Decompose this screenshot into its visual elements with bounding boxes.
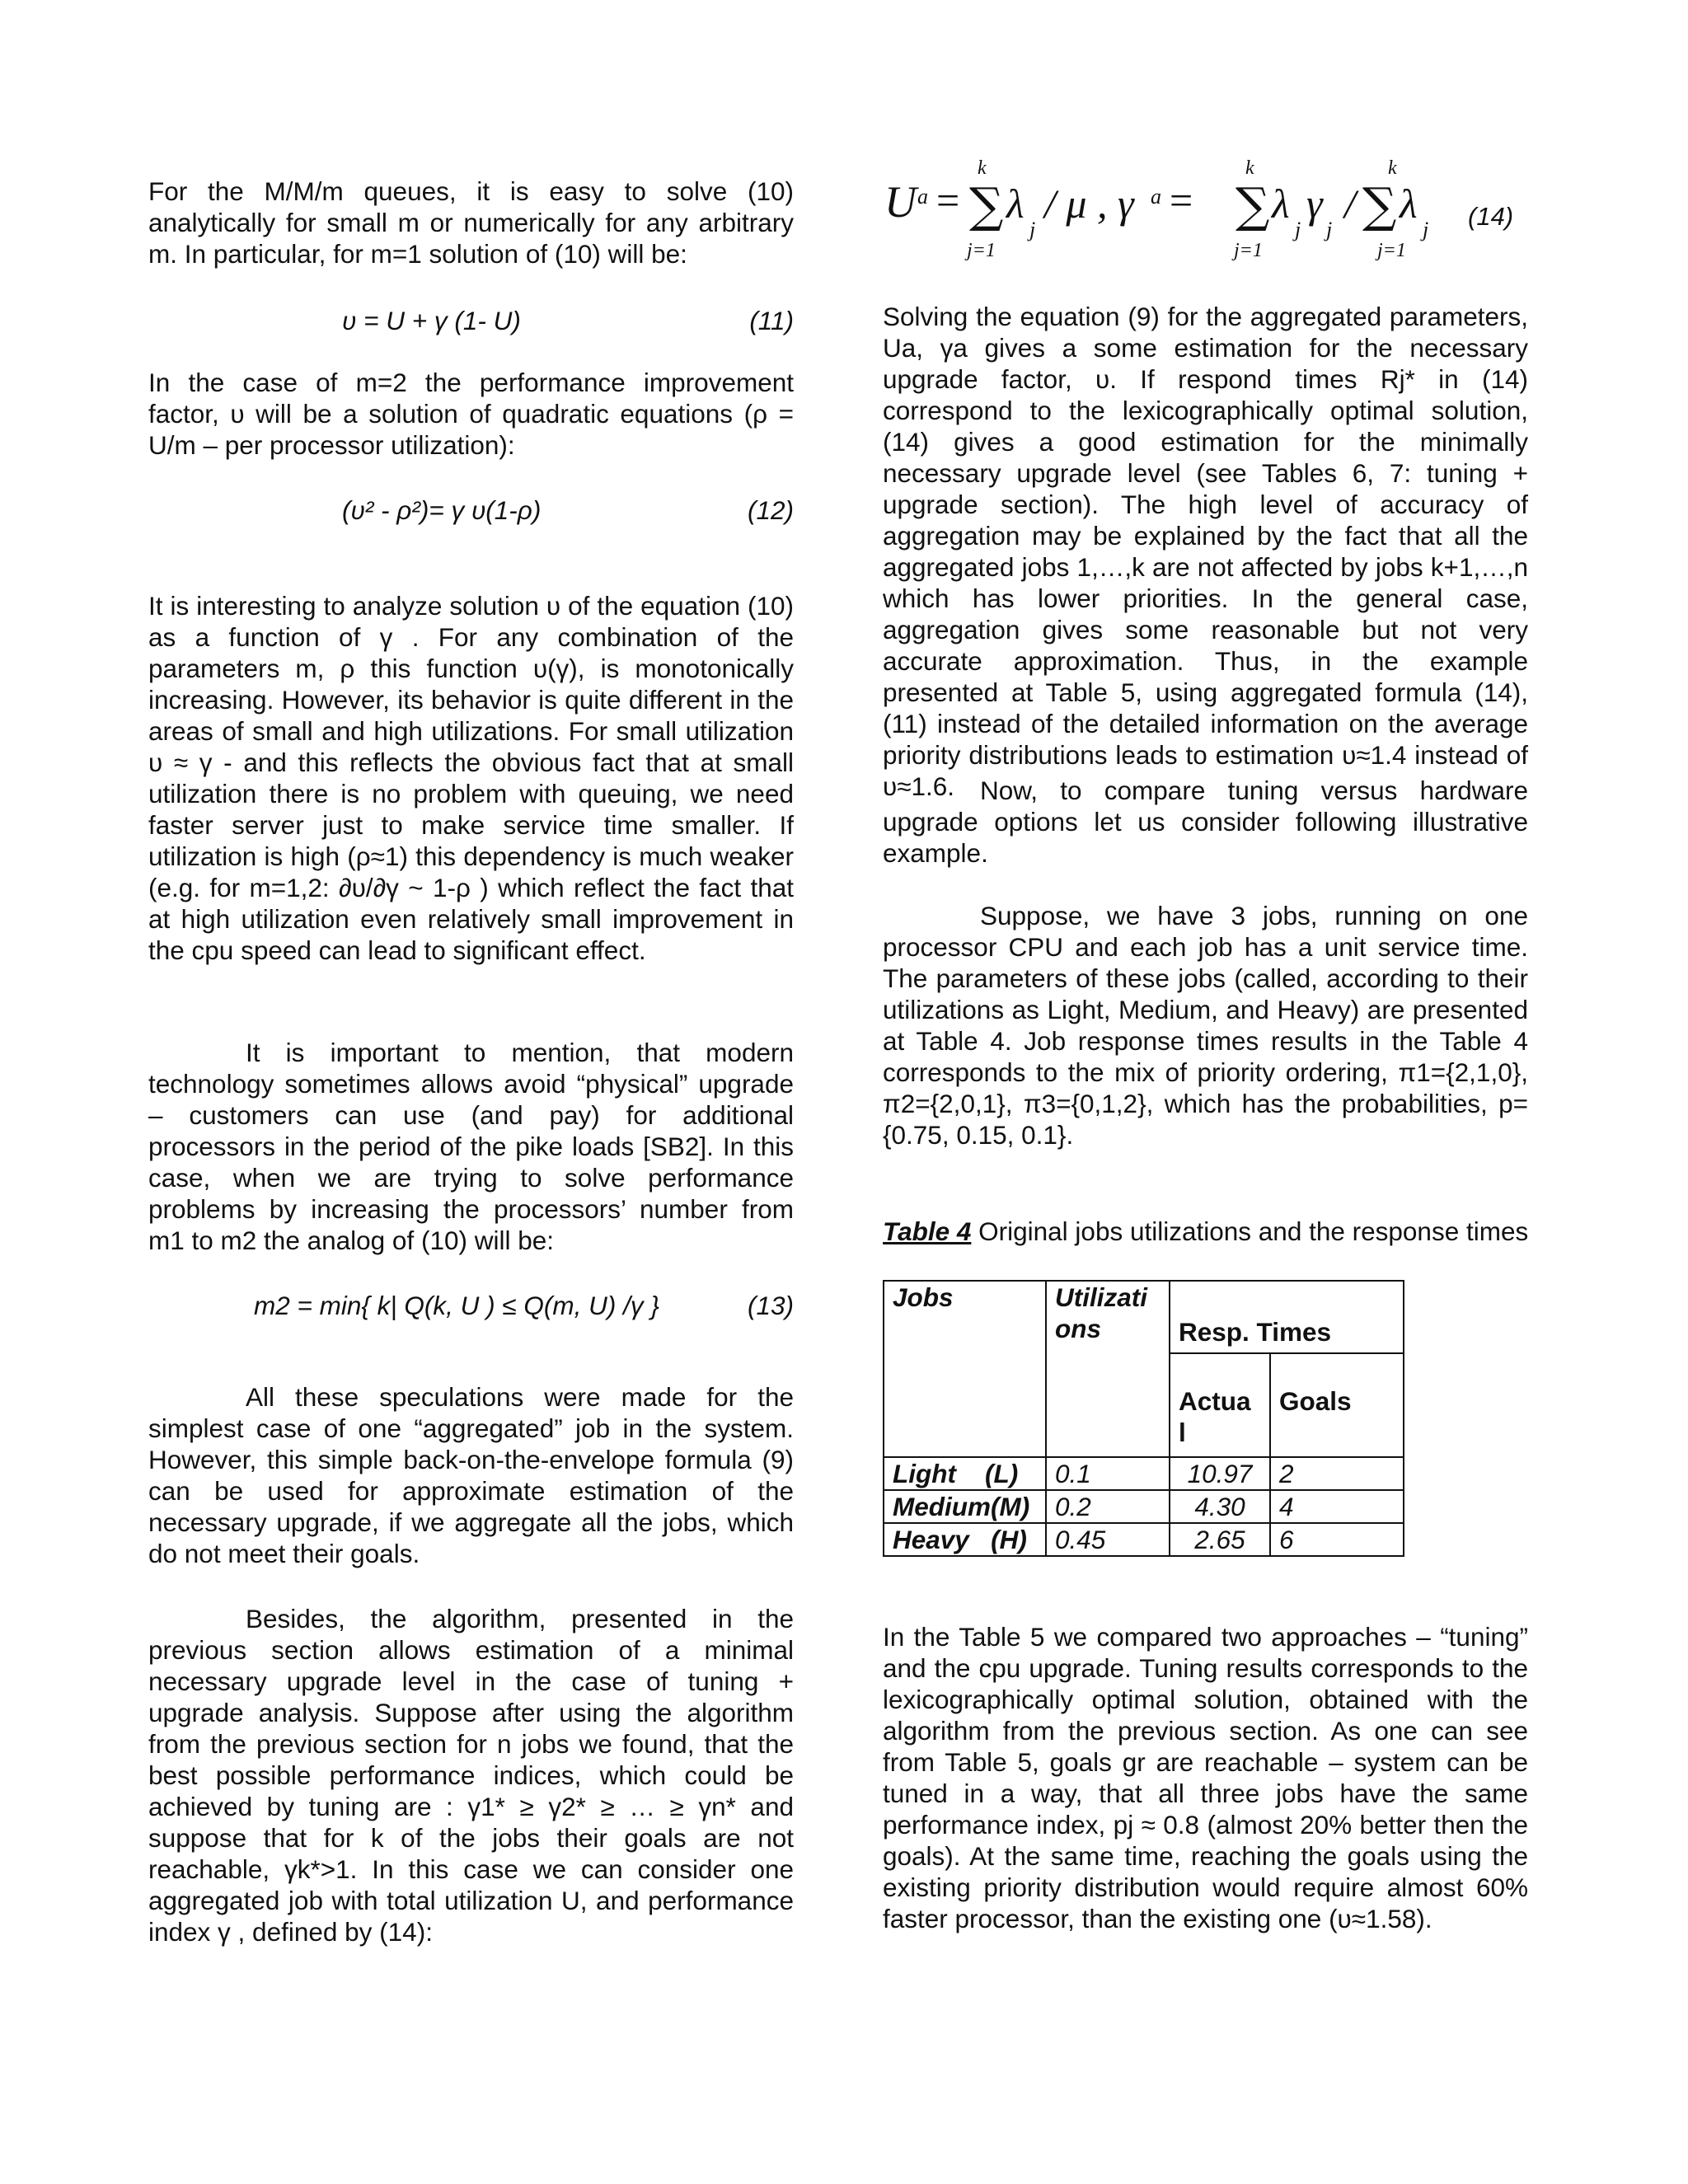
- cell-util: 0.2: [1046, 1490, 1170, 1523]
- sum-upper: k: [1245, 157, 1254, 179]
- equation-mid-sup: a: [1151, 185, 1161, 209]
- cell-goal: 6: [1270, 1523, 1404, 1556]
- paragraph: Solving the equation (9) for the aggregated parameters, Ua, γa gives a some estimation for the necessary upgrade factor, υ. If respond times Rj* in (14) correspond to the lexicographically optimal solution, (14) gives a good estimation for the minimally necessary upgrade level (see Tables 6, 7: tuning + upgrade section). The high level of accuracy of aggregation may be explained by the fact that all the aggregated jobs 1,…,k are not affected by jobs k+1,…,n which has lower priorities. In the general case, aggregation gives some reasonable but not very accurate approximation. Thus, in the example presented at Table 5, using aggregated formula (14), (11) instead of the detailed information on the average priority distributions leads to estimation υ≈1.4 instead of υ≈1.6.: [883, 302, 1528, 801]
- header-actual-line2: l: [1179, 1418, 1186, 1447]
- equals-sign: =: [936, 177, 960, 223]
- paragraph: In the case of m=2 the performance improvement factor, υ will be a solution of quadratic equations (ρ = U/m – per processor utilization):: [148, 368, 794, 460]
- slash: /: [1344, 180, 1356, 227]
- lambda-term: λ: [1400, 180, 1418, 227]
- gamma-term: γ: [1306, 180, 1323, 227]
- equation-number: (11): [749, 306, 794, 335]
- equation-lhs-sup: a: [917, 185, 928, 209]
- header-jobs-label: Jobs: [893, 1282, 954, 1312]
- paragraph: All these speculations were made for the simplest case of one “aggregated” job in the system. However, this simple back-on-the-envelope formula (9) can be used for approximate estimation of the necessary upgrade, if we aggregate all the jobs, which do not meet their goals.: [148, 1382, 794, 1568]
- sum-upper: k: [1388, 157, 1397, 179]
- row-code: (L): [984, 1459, 1019, 1488]
- equation-mid: / μ , γ: [1044, 180, 1134, 227]
- equation-expression: υ = U + γ (1- U): [342, 306, 521, 335]
- sum-lower: j=1: [1234, 240, 1263, 261]
- row-label: [884, 1523, 1046, 1556]
- header-util-line2: ons: [1055, 1314, 1102, 1343]
- sigma-icon: ∑: [1362, 177, 1397, 233]
- paragraph: Suppose, we have 3 jobs, running on one processor CPU and each job has a unit service time. The parameters of these jobs (called, according to their utilizations as Light, Medium, and Heavy) are presented at Table 4. Job response times results in the Table 4 corresponds to the mix of priority ordering, π1={2,1,0}, π2={2,0,1}, π3={0,1,2}, which has the probabilities, p={0.75, 0.15, 0.1}.: [883, 901, 1528, 1150]
- lambda-term: λ: [1272, 180, 1290, 227]
- header-goals: [1270, 1353, 1404, 1457]
- equation-12: [148, 494, 794, 527]
- row-name: Heavy: [893, 1525, 969, 1554]
- table-4: [883, 1280, 1404, 1557]
- equation-lhs: U: [884, 177, 917, 227]
- paragraph: In the Table 5 we compared two approaches – “tuning” and the cpu upgrade. Tuning results corresponds to the lexicographically optimal solution, obtained with the algorithm from the previous section. As one can see from Table 5, goals gr are reachable – system can be tuned in a way, that all three jobs have the same performance index, pj ≈ 0.8 (almost 20% better then the goals). At the same time, reaching the goals using the existing priority distribution would require almost 60% faster processor, than the existing one (υ≈1.58).: [883, 1622, 1528, 1933]
- cell-actual: 10.97: [1170, 1457, 1270, 1490]
- table-row: [884, 1523, 1404, 1556]
- cell-goal: 2: [1270, 1457, 1404, 1490]
- header-jobs: [884, 1281, 1046, 1457]
- cell-util: 0.45: [1046, 1523, 1170, 1556]
- cell-actual: 4.30: [1170, 1490, 1270, 1523]
- equation-11: [148, 305, 794, 338]
- paragraph: Besides, the algorithm, presented in the previous section allows estimation of a minimal necessary upgrade level in the case of tuning + upgrade analysis. Suppose after using the algorithm from the previous section for n jobs we found, that the best possible performance indices, which could be achieved by tuning are : γ1* ≥ γ2* ≥ … ≥ γn* and suppose that for k of the jobs their goals are not reachable, γk*>1. In this case we can consider one aggregated job with total utilization U, and performance index γ , defined by (14):: [148, 1604, 794, 1947]
- table-row: [884, 1490, 1404, 1523]
- row-label: [884, 1490, 1046, 1523]
- sum-upper: k: [978, 157, 987, 179]
- header-resp-times: [1170, 1281, 1404, 1353]
- header-util-line1: Utilizati: [1055, 1282, 1148, 1312]
- lambda-sub: j: [1295, 218, 1301, 241]
- gamma-sub: j: [1326, 218, 1333, 241]
- paragraph: It is interesting to analyze solution υ of the equation (10) as a function of γ . For any combination of the parameters m, ρ this function υ(γ), is monotonically increasing. However, its behavior is quite different in the areas of small and high utilizations. For small utilization υ ≈ γ - and this reflects the obvious fact that at small utilization there is no problem with queuing, we need faster server just to make service time smaller. If utilization is high (ρ≈1) this dependency is much weaker (e.g. for m=1,2: ∂υ/∂γ ~ 1-ρ ) which reflect the fact that at high utilization even relatively small improvement in the cpu speed can lead to significant effect.: [148, 591, 794, 965]
- paragraph: It is important to mention, that modern technology sometimes allows avoid “physical” upgrade – customers can use (and pay) for additional processors in the period of the pike loads [SB2]. In this case, when we are trying to solve performance problems by increasing the processors’ number from m1 to m2 the analog of (10) will be:: [148, 1038, 794, 1255]
- paragraph: Now, to compare tuning versus hardware upgrade options let us consider following illustrative example.: [883, 776, 1528, 868]
- lambda-sub: j: [1423, 218, 1429, 241]
- header-resp-label: Resp. Times: [1179, 1317, 1332, 1347]
- sum-lower: j=1: [967, 240, 996, 261]
- row-name: Medium(M): [893, 1492, 1030, 1521]
- equation-number: (12): [747, 495, 794, 525]
- lambda-sub: j: [1029, 218, 1036, 241]
- paragraph: For the M/M/m queues, it is easy to solve (10) analytically for small m or numerically for any arbitrary m. In particular, for m=1 solution of (10) will be:: [148, 176, 794, 269]
- lambda-term: λ: [1006, 180, 1025, 227]
- sigma-icon: ∑: [969, 177, 1004, 233]
- header-actual: [1170, 1353, 1270, 1457]
- table-label: Table 4: [883, 1216, 972, 1246]
- header-utilizations: [1046, 1281, 1170, 1457]
- table-caption-text: Original jobs utilizations and the response times: [971, 1216, 1529, 1246]
- equation-13: [148, 1290, 794, 1323]
- row-code: (H): [991, 1525, 1027, 1554]
- cell-actual: 2.65: [1170, 1523, 1270, 1556]
- row-label: [884, 1457, 1046, 1490]
- cell-goal: 4: [1270, 1490, 1404, 1523]
- equation-number: (13): [747, 1291, 794, 1320]
- equation-expression: (υ² - ρ²)= γ υ(1-ρ): [342, 495, 542, 525]
- header-goals-label: Goals: [1279, 1386, 1352, 1416]
- cell-util: 0.1: [1046, 1457, 1170, 1490]
- equation-14: [883, 148, 1528, 272]
- table-row: [884, 1457, 1404, 1490]
- sum-lower: j=1: [1377, 240, 1406, 261]
- sigma-icon: ∑: [1236, 177, 1270, 233]
- equation-expression: m2 = min{ k| Q(k, U ) ≤ Q(m, U) /γ }: [254, 1291, 659, 1320]
- header-actual-line1: Actua: [1179, 1386, 1251, 1416]
- equals-sign: =: [1170, 177, 1193, 223]
- table-caption: [883, 1216, 1528, 1247]
- row-name: Light: [893, 1459, 956, 1488]
- equation-number: (14): [1468, 202, 1514, 231]
